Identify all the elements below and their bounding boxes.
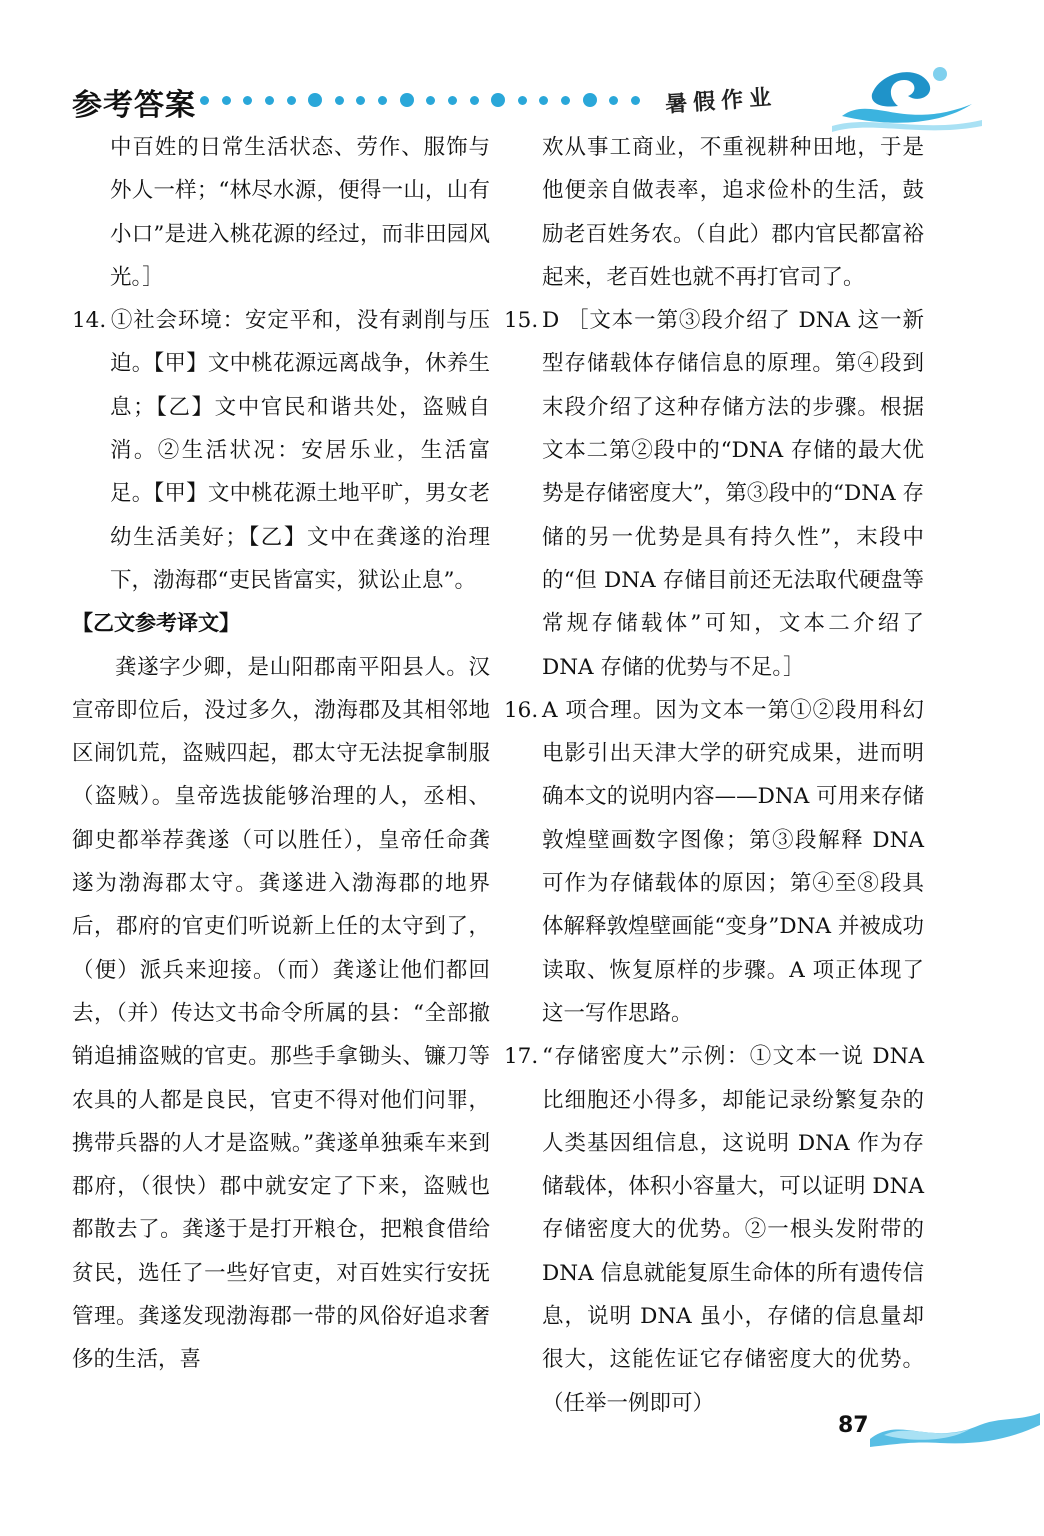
item-number: 15.	[504, 308, 539, 334]
wave-swirl-icon	[832, 54, 982, 134]
item-number: 16.	[504, 697, 539, 723]
item-text: D ［文本一第③段介绍了 DNA 这一新型存储载体存储信息的原理。第④段到末段介绍了这种存储方法的步骤。根据文本二第②段中的“DNA 存储的最大优势是存储密度大”，第③段中的“DNA 存储的另一优势是具有持久性”，末段中的“但 DNA 存储目前还无法取代硬盘等常规存储载体”可知，文本二介绍了 DNA 存储的优势与不足。］	[542, 308, 924, 680]
header-dot-divider	[200, 92, 640, 108]
text-paragraph: 中百姓的日常生活状态、劳作、服饰与外人一样；“林尽水源，便得一山，山有小口”是进入桃花源的经过，而非田园风光。］	[110, 135, 490, 290]
answer-item-17	[504, 1035, 924, 1425]
left-column	[72, 126, 490, 1382]
page-header	[0, 0, 1044, 140]
text-paragraph: 欢从事工商业，不重视耕种田地，于是他便亲自做表率，追求俭朴的生活，鼓励老百姓务农。（自此）郡内官民都富裕起来，老百姓也就不再打官司了。	[542, 135, 924, 290]
translation-paragraph: 龚遂字少卿，是山阳郡南平阳县人。汉宣帝即位后，没过多久，渤海郡及其相邻地区闹饥荒，盗贼四起，郡太守无法捉拿制服（盗贼）。皇帝选拔能够治理的人，丞相、御史都举荐龚遂（可以胜任），皇帝任命龚遂为渤海郡太守。龚遂进入渤海郡的地界后，郡府的官吏们听说新上任的太守到了，（便）派兵来迎接。（而）龚遂让他们都回去，（并）传达文书命令所属的县：“全部撤销追捕盗贼的官吏。那些手拿锄头、镰刀等农具的人都是良民，官吏不得对他们问罪，携带兵器的人才是盗贼。”龚遂单独乘车来到郡府，（很快）郡中就安定了下来，盗贼也都散去了。龚遂于是打开粮仓，把粮食借给贫民，选任了一些好官吏，对百姓实行安抚管理。龚遂发现渤海郡一带的风俗好追求奢侈的生活，喜	[72, 654, 490, 1373]
section-title: 【乙文参考译文】	[72, 611, 240, 636]
right-column	[504, 126, 924, 1425]
answer-item-14	[72, 299, 490, 602]
item-text: A 项合理。因为文本一第①②段用科幻电影引出天津大学的研究成果，进而明确本文的说明内容——DNA 可用来存储敦煌壁画数字图像；第③段解释 DNA 可作为存储载体的原因；第④至⑧段具体解释敦煌壁画能“变身”DNA 并被成功读取、恢复原样的步骤。A 项正体现了这一写作思路。	[542, 697, 924, 1026]
item-text: “存储密度大”示例：①文本一说 DNA 比细胞还小得多，却能记录纷繁复杂的人类基因组信息，这说明 DNA 作为存储载体，体积小容量大，可以证明 DNA 存储密度大的优势。②一根头发附带的 DNA 信息就能复原生命体的所有遗传信息，说明 DNA 虽小，存储的信息量却很大，这能佐证它存储密度大的优势。（任举一例即可）	[542, 1044, 924, 1416]
header-subject: 暑假作业	[664, 85, 778, 118]
header-title: 参考答案	[72, 88, 196, 123]
wave-decoration-icon	[870, 1395, 1040, 1455]
answer-item-16	[504, 689, 924, 1035]
item-number: 14.	[72, 308, 107, 334]
item-text: ①社会环境：安定平和，没有剥削与压迫。【甲】文中桃花源远离战争，休养生息；【乙】文中官民和谐共处，盗贼自消。②生活状况：安居乐业，生活富足。【甲】文中桃花源土地平旷，男女老幼生活美好；【乙】文中在龚遂的治理下，渤海郡“吏民皆富实，狱讼止息”。	[110, 308, 490, 593]
answer-item-15	[504, 299, 924, 689]
item-number: 17.	[504, 1044, 539, 1070]
page-number: 87	[838, 1413, 869, 1438]
